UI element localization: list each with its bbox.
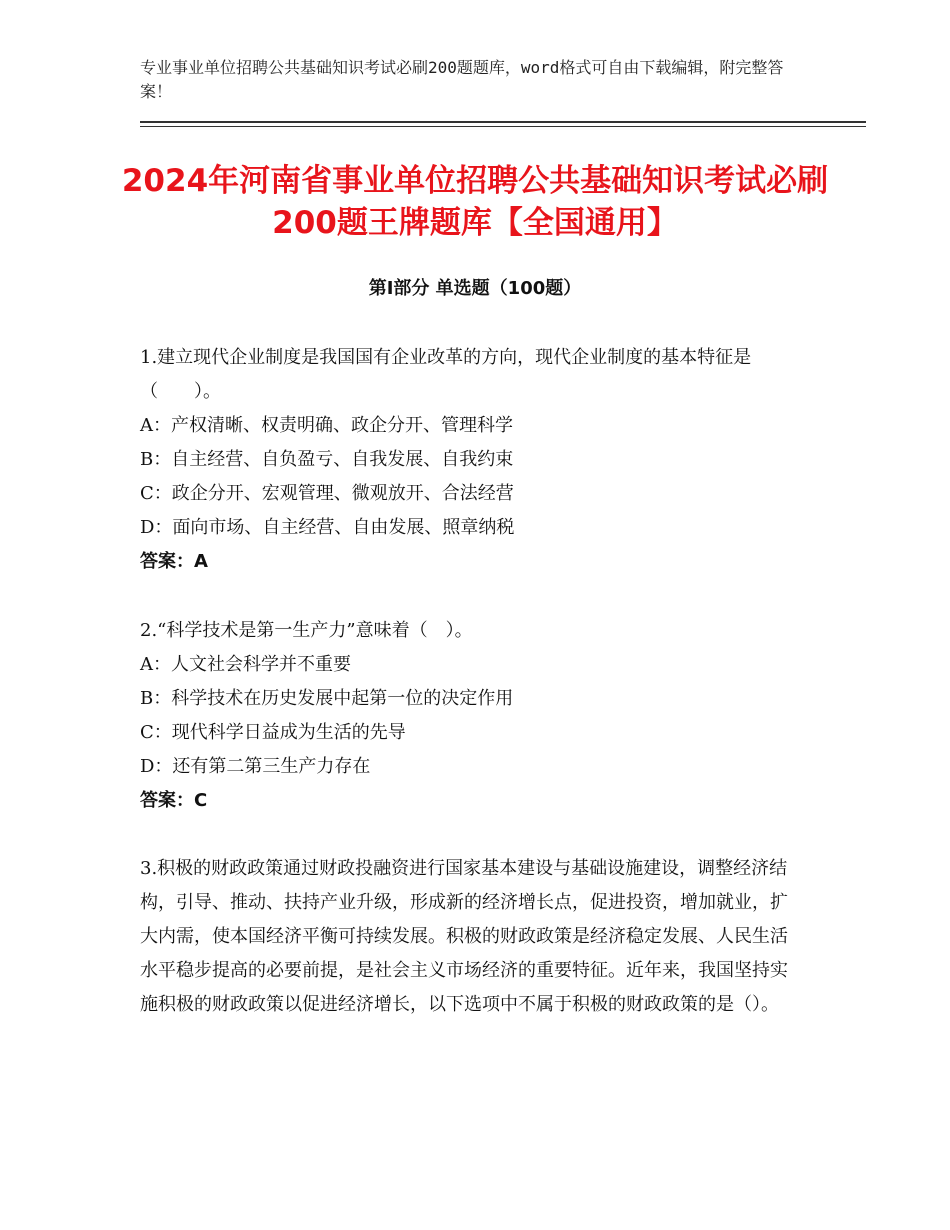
question-3 [140,852,800,1022]
header-divider-thin [140,126,866,127]
option-c: C：现代科学日益成为生活的先导 [140,722,406,743]
question-2 [140,614,800,818]
question-1 [140,341,800,579]
option-d: D：还有第二第三生产力存在 [140,756,371,777]
document-title: 2024年河南省事业单位招聘公共基础知识考试必刷200题王牌题库【全国通用】 [121,163,829,241]
option-b: B：自主经营、自负盈亏、自我发展、自我约束 [140,449,514,470]
option-a: A：产权清晰、权责明确、政企分开、管理科学 [140,415,513,436]
question-stem: 1.建立现代企业制度是我国国有企业改革的方向，现代企业制度的基本特征是（ ）。 [140,347,752,402]
answer: 答案：A [140,551,208,572]
answer: 答案：C [140,790,208,811]
header-divider-thick [140,121,866,123]
option-d: D：面向市场、自主经营、自由发展、照章纳税 [140,517,515,538]
option-b: B：科学技术在历史发展中起第一位的决定作用 [140,688,514,709]
question-stem: 3.积极的财政政策通过财政投融资进行国家基本建设与基础设施建设，调整经济结构，引导、推动、扶持产业升级，形成新的经济增长点，促进投资，增加就业，扩大内需，使本国经济平衡可持续发展。积极的财政政策是经济稳定发展、人民生活水平稳步提高的必要前提，是社会主义市场经济的重要特征。近年来，我国坚持实施积极的财政政策以促进经济增长，以下选项中不属于积极的财政政策的是（）。 [140,858,788,1015]
option-a: A：人文社会科学并不重要 [140,654,351,675]
header-note: 专业事业单位招聘公共基础知识考试必刷200题题库，word格式可自由下载编辑，附完整答案！ [140,58,784,101]
section-heading: 第Ⅰ部分 单选题（100题） [368,278,582,299]
option-c: C：政企分开、宏观管理、微观放开、合法经营 [140,483,514,504]
question-stem: 2.“科学技术是第一生产力”意味着（ ）。 [140,620,473,641]
